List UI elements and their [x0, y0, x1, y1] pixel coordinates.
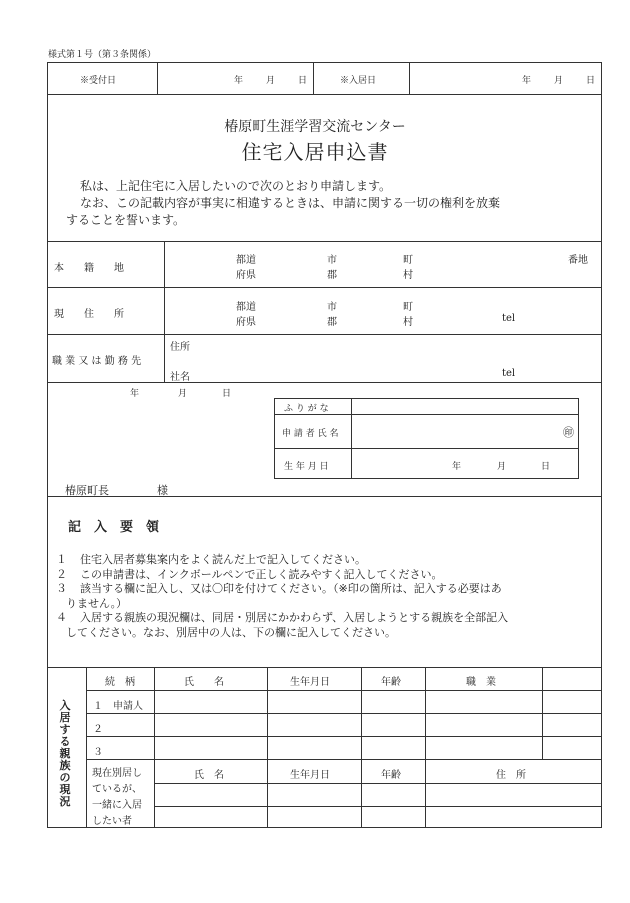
instruction-number: １: [56, 553, 67, 566]
receipt-month: 月: [266, 76, 276, 86]
address-shi: 市: [327, 302, 337, 313]
address-todo: 都道: [236, 302, 256, 313]
seal-mark: ㊞: [563, 426, 574, 439]
row-3-relation: ３: [93, 747, 103, 758]
move-in-day: 日: [586, 76, 596, 86]
workplace-company-label: 社名: [170, 372, 190, 383]
instruction-text-cont: してください。なお、別居中の人は、下の欄に記入してください。: [66, 625, 396, 639]
applicant-name-label: 申 請 者 氏 名: [282, 429, 339, 439]
address-tel: tel: [502, 313, 516, 324]
receipt-year: 年: [234, 76, 244, 86]
address-fuken: 府県: [236, 317, 256, 328]
application-day: 日: [222, 389, 232, 399]
current-address-label: 現 住 所: [54, 309, 124, 320]
pledge-line-1: 私は、上記住宅に入居したいので次のとおり申請します。: [80, 179, 392, 193]
move-in-year: 年: [522, 76, 532, 86]
domicile-shi: 市: [327, 255, 337, 266]
col-dob: 生年月日: [290, 677, 330, 688]
domicile-fuken: 府県: [236, 270, 256, 281]
domicile-todo: 都道: [236, 255, 256, 266]
instruction-item-2: [56, 568, 601, 583]
instruction-text: 該当する欄に記入し、又は〇印を付けてください。（※印の箇所は、記入する必要はあ: [80, 582, 502, 595]
instruction-text: 住宅入居者募集案内をよく読んだ上で記入してください。: [80, 553, 366, 566]
domicile-banchi: 番地: [568, 255, 588, 266]
sep-col-address: 住 所: [496, 770, 526, 781]
address-gun: 郡: [327, 317, 337, 328]
dob-day: 日: [541, 462, 551, 472]
receipt-day: 日: [298, 76, 308, 86]
application-month: 月: [178, 389, 188, 399]
domicile-machi: 町: [403, 255, 413, 266]
instruction-item-3: [56, 582, 601, 611]
separate-label-2: ているが、: [92, 784, 142, 795]
instruction-item-4: [56, 611, 601, 640]
instruction-number: ２: [56, 567, 67, 581]
honorific: 様: [157, 484, 168, 497]
instruction-number: ３: [56, 582, 67, 595]
application-year: 年: [130, 389, 140, 399]
domicile-gun: 郡: [327, 270, 337, 281]
instruction-text: 入居する親族の現況欄は、同居・別居にかかわらず、入居しようとする親族を全部記入: [80, 611, 509, 624]
address-machi: 町: [403, 302, 413, 313]
move-in-date-label: ※入居日: [340, 76, 377, 86]
instruction-number: ４: [56, 611, 67, 624]
col-age: 年齢: [381, 677, 401, 688]
sep-col-age: 年齢: [381, 770, 401, 781]
organization-name: 椿原町生涯学習交流センター: [224, 119, 406, 135]
receipt-date-label: ※受付日: [80, 76, 117, 86]
instruction-item-1: [56, 553, 601, 568]
addressee: 椿原町長: [65, 484, 109, 497]
workplace-address-label: 住所: [170, 342, 190, 353]
col-occupation: 職 業: [466, 677, 496, 688]
dob-month: 月: [497, 462, 507, 472]
col-relation: 続 柄: [105, 677, 135, 688]
dob-label: 生 年 月 日: [284, 462, 329, 472]
row-1-relation: １ 申請人: [93, 701, 143, 712]
separate-label-1: 現在別居し: [92, 768, 142, 779]
pledge-line-3: することを誓います。: [66, 213, 186, 227]
instruction-text-cont: りません。）: [66, 596, 128, 610]
separate-label-4: したい者: [92, 816, 132, 827]
dob-year: 年: [452, 462, 462, 472]
domicile-mura: 村: [403, 270, 413, 281]
form-number: 様式第１号（第３条関係）: [48, 50, 157, 60]
workplace-tel: tel: [502, 368, 516, 379]
instructions-list: [56, 553, 601, 640]
family-side-label: 入居する親族の現況: [59, 699, 71, 808]
sep-col-name: 氏 名: [194, 770, 224, 781]
address-mura: 村: [403, 317, 413, 328]
sep-col-dob: 生年月日: [290, 770, 330, 781]
domicile-label: 本 籍 地: [54, 263, 124, 274]
furigana-label: ふ り が な: [284, 404, 329, 414]
instructions-heading: 記 入 要 領: [68, 520, 160, 535]
row-2-relation: ２: [93, 724, 103, 735]
pledge-line-2: なお、この記載内容が事実に相違するときは、申請に関する一切の権利を放棄: [80, 196, 501, 210]
page-title: 住宅入居申込書: [241, 140, 389, 164]
separate-label-3: 一緒に入居: [92, 800, 142, 811]
move-in-month: 月: [554, 76, 564, 86]
instruction-text: この申請書は、インクボールペンで正しく読みやすく記入してください。: [80, 567, 443, 581]
col-name: 氏 名: [184, 677, 224, 688]
workplace-label: 職 業 又 は 勤 務 先: [52, 356, 142, 367]
